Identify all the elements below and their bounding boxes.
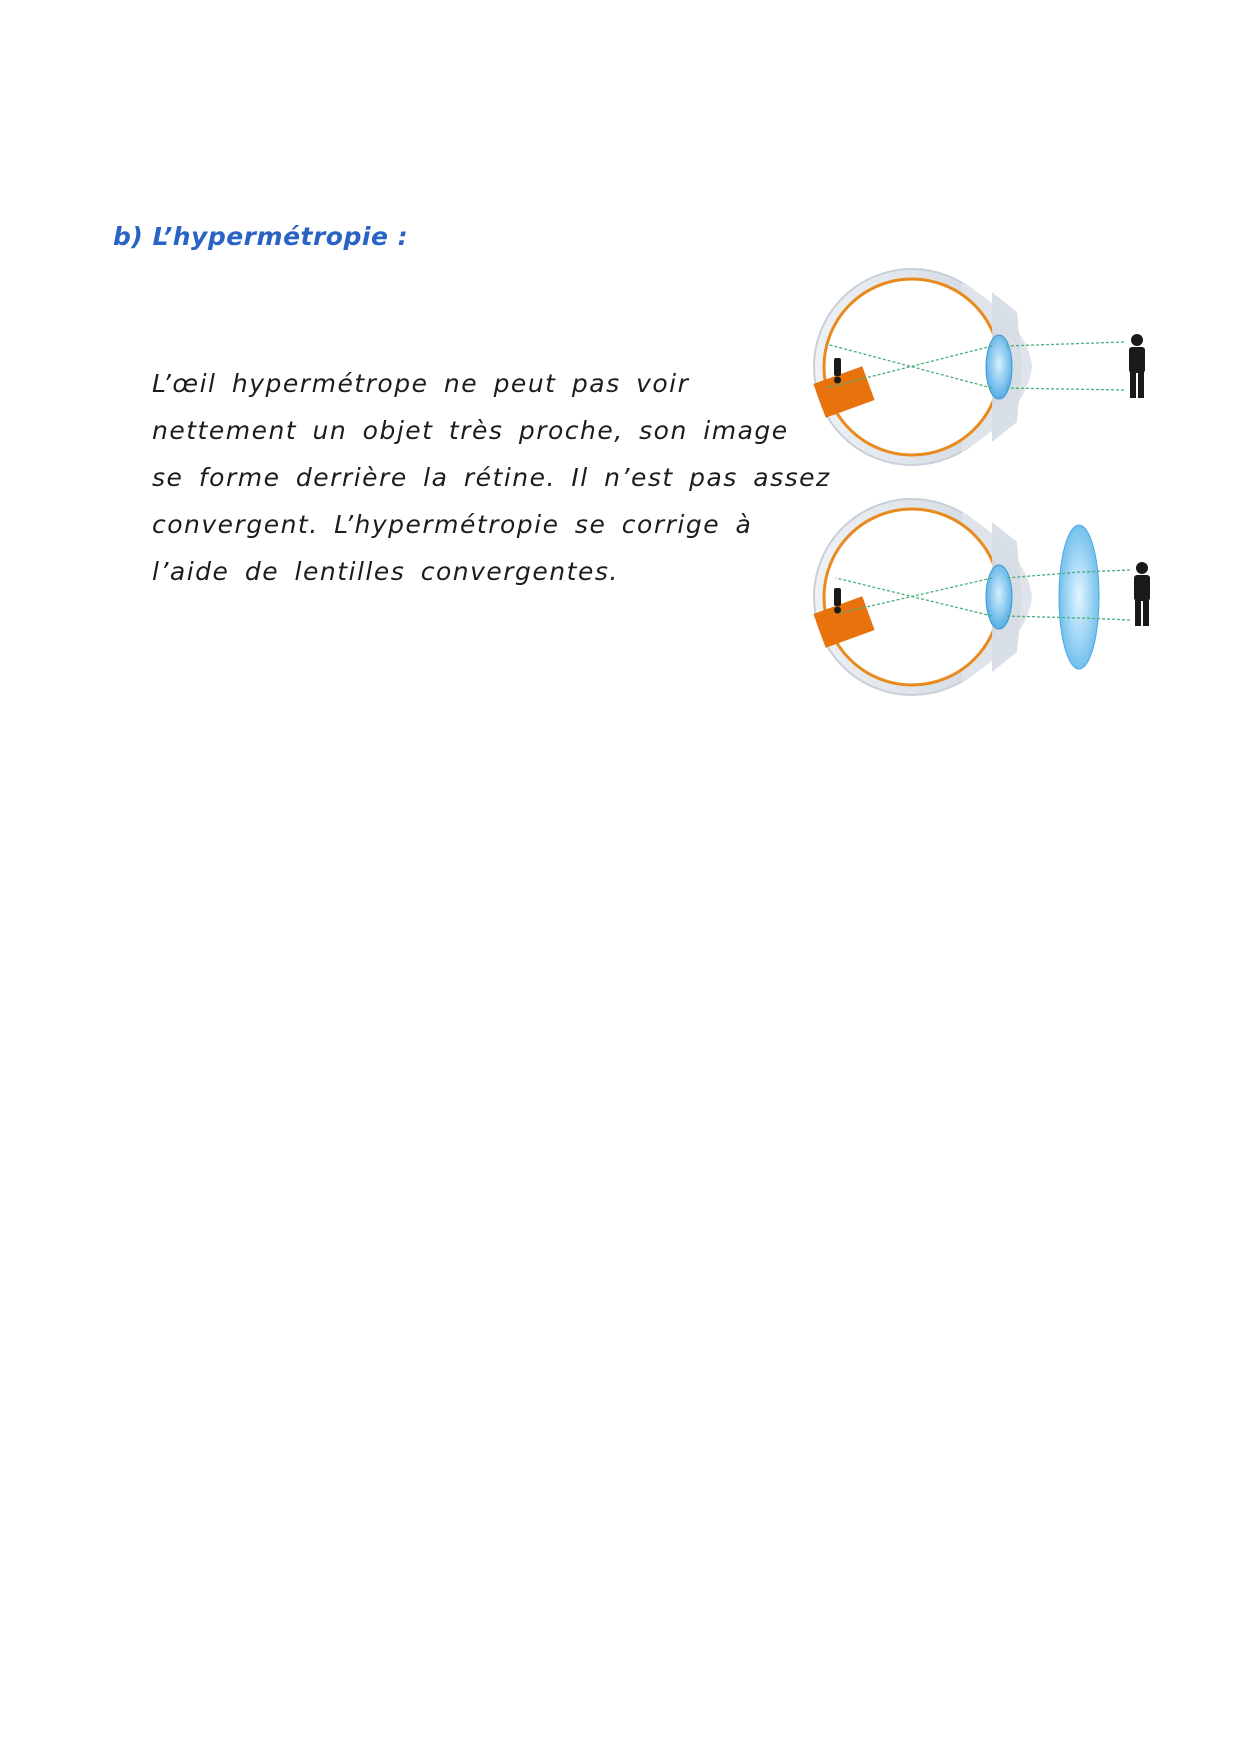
crystalline-lens: [986, 565, 1012, 629]
converging-lens: [1059, 525, 1099, 669]
paragraph-line: se forme derrière la rétine. Il n’est pas assez: [152, 463, 831, 492]
person-silhouette: [1129, 334, 1145, 398]
hyperopic-eye-uncorrected: [813, 269, 1145, 465]
paragraph-line: convergent. L’hypermétropie se corrige à: [152, 510, 753, 539]
person-silhouette: [1134, 562, 1150, 626]
paragraph-line: nettement un objet très proche, son image: [152, 416, 789, 445]
crystalline-lens: [986, 335, 1012, 399]
paragraph-line: L’œil hypermétrope ne peut pas voir: [152, 369, 690, 398]
inverted-image-icon: [834, 588, 841, 614]
explanation-paragraph: [152, 360, 831, 595]
hyperopic-eye-corrected: [813, 499, 1150, 695]
section-heading: b) L’hypermétropie :: [113, 222, 409, 251]
hyperopia-diagram: [812, 262, 1172, 722]
paragraph-line: l’aide de lentilles convergentes.: [152, 557, 619, 586]
inverted-image-icon: [834, 358, 841, 384]
